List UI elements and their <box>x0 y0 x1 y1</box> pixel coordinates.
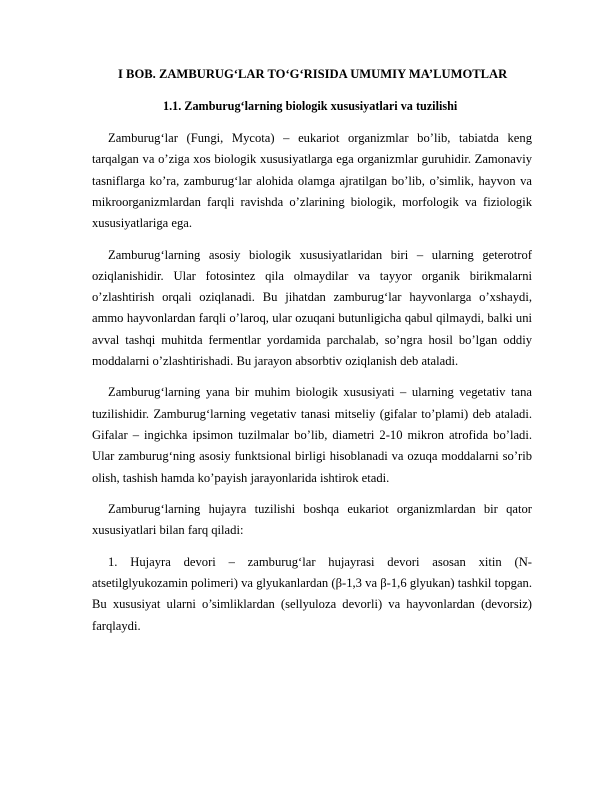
section-title: 1.1. Zamburug‘larning biologik xususiyatlari va tuzilishi <box>163 99 458 113</box>
paragraph: Zamburug‘larning asosiy biologik xususiyatlaridan biri – ularning geterotrof oziqlanishidir. Ular fotosintez qila olmaydilar va tayyor organik birikmalarni o’zlashtirish orqali oziqlanadi. Bu jihatdan zamburug‘lar hayvonlarga o’xshaydi, ammo hayvonlardan farqli o’laroq, ular ozuqani butunligicha qabul qilmaydi, balki uni avval tashqi muhitda fermentlar yordamida parchalab, so’ngra hosil bo’lgan oddiy moddalarni o’zlashtirishadi. Bu jarayon absorbtiv oziqlanish deb ataladi. <box>92 247 532 369</box>
paragraph: 1. Hujayra devori – zamburug‘lar hujayrasi devori asosan xitin (N-atsetilglyukozamin polimeri) va glyukanlardan (β-1,3 va β-1,6 glyukan) tashkil topgan. Bu xususiyat ularni o’simliklardan (sellyuloza devorli) va hayvonlardan (devorsiz) farqlaydi. <box>92 554 532 633</box>
chapter-title: I BOB. ZAMBURUG‘LAR TO‘G‘RISIDA UMUMIY MA’LUMOTLAR <box>118 67 508 81</box>
paragraph: Zamburug‘larning yana bir muhim biologik xususiyati – ularning vegetativ tana tuzilishidir. Zamburug‘larning vegetativ tanasi mitseliy (gifalar to’plami) deb ataladi. Gifalar – ingichka ipsimon tuzilmalar bo’lib, diametri 2-10 mikron atrofida bo’ladi. Ular zamburug‘ning asosiy funktsional birligi hisoblanadi va ozuqa moddalarni so’rib olish, tashish hamda ko’payish jarayonlarida ishtirok etadi. <box>92 385 532 485</box>
paragraph: Zamburug‘larning hujayra tuzilishi boshqa eukariot organizmlardan bir qator xususiyatlari bilan farq qiladi: <box>92 502 532 538</box>
body-text <box>92 128 532 637</box>
paragraph: Zamburug‘lar (Fungi, Mycota) – eukariot organizmlar bo’lib, tabiatda keng tarqalgan va o’ziga xos biologik xususiyatlarga ega organizmlar guruhidir. Zamonaviy tasniflarga ko’ra, zamburug‘lar alohida olamga ajratilgan bo’lib, o’simlik, hayvon va mikroorganizmlardan farqli ravishda o’zlarining biologik, morfologik va fiziologik xususiyatlariga ega. <box>92 131 532 231</box>
